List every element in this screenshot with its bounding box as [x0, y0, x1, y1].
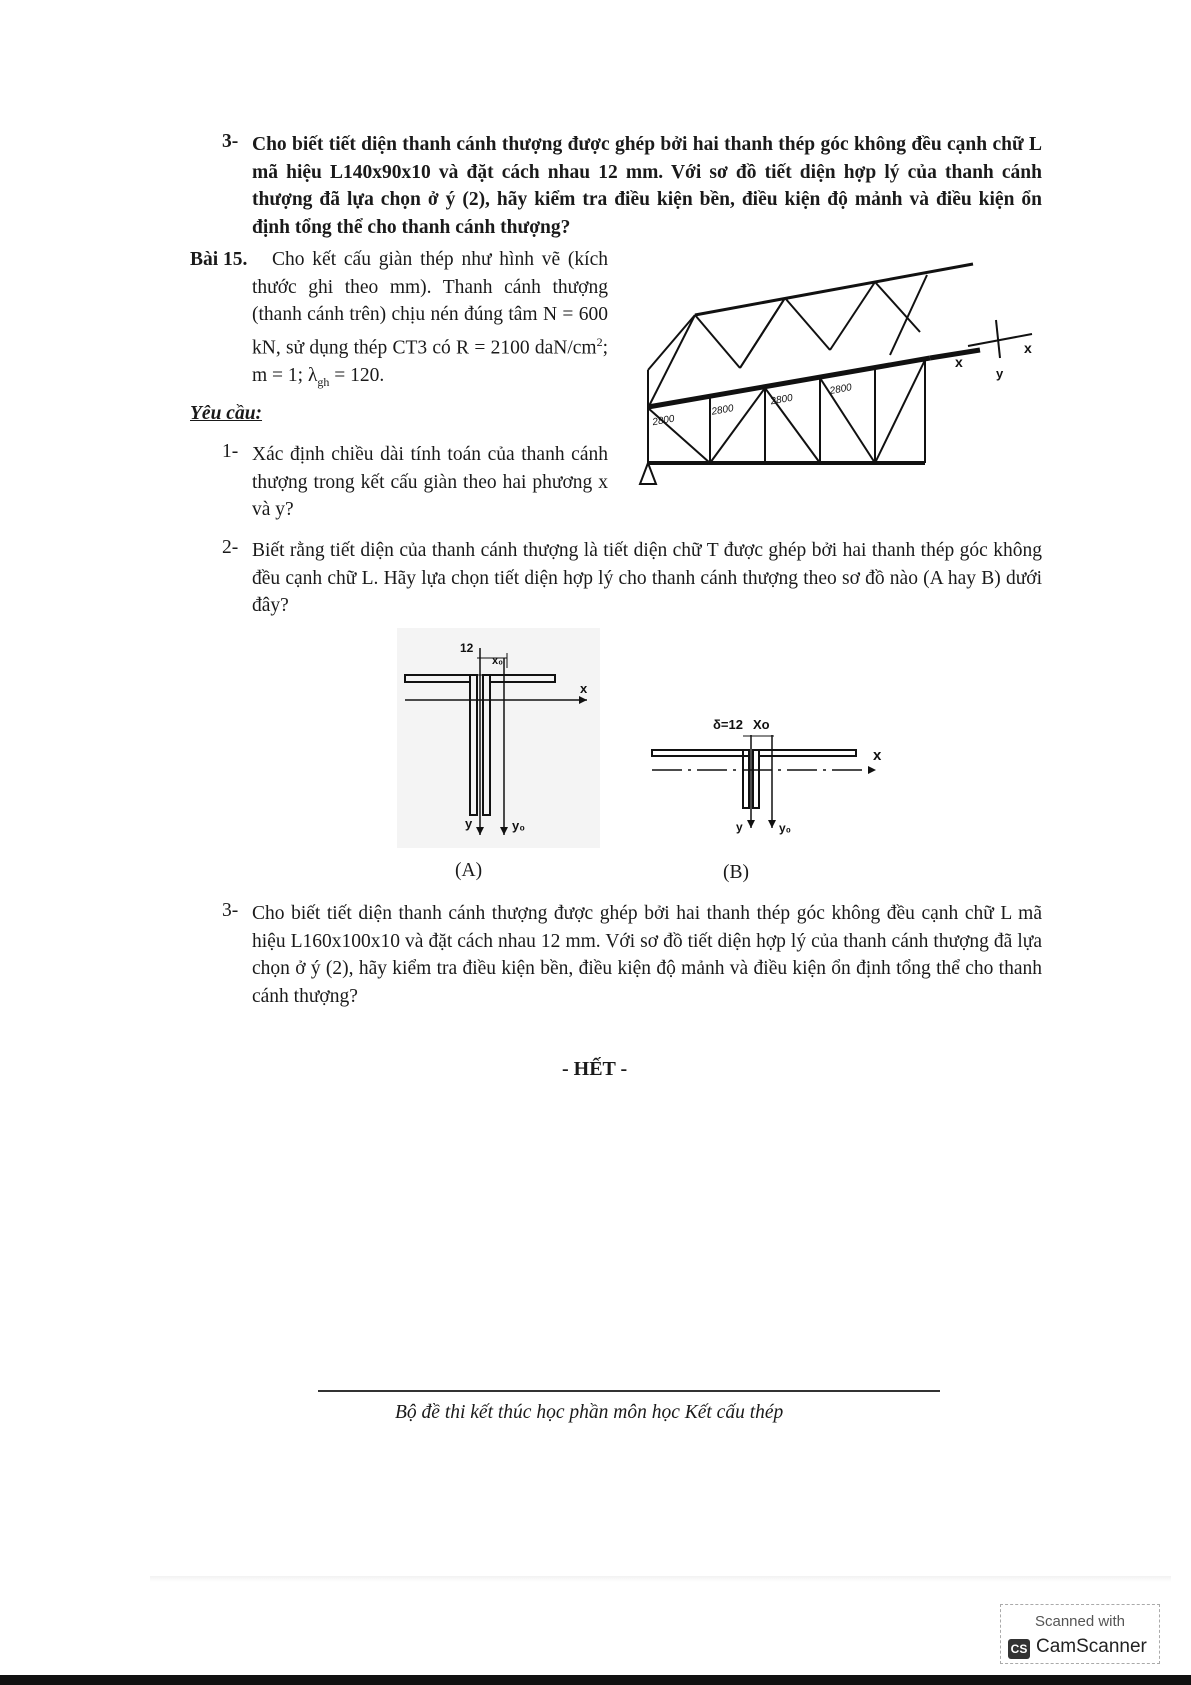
badge-name-text: CamScanner: [1036, 1636, 1147, 1657]
footer-text: Bộ đề thi kết thúc học phần môn học Kết cấu thép: [395, 1402, 784, 1423]
item-number: 1-: [222, 441, 239, 462]
axis-x-label: x: [873, 747, 882, 764]
section-a-diagram: [397, 628, 600, 848]
intro-mid: ; m = 1; λ: [252, 337, 608, 386]
axis-y-label: y: [736, 820, 743, 834]
dim-gap: δ=12: [713, 717, 743, 732]
bottom-edge: [0, 1675, 1191, 1685]
camscanner-logo-icon: CS: [1008, 1639, 1030, 1659]
item-number: 3-: [222, 131, 239, 152]
end-mark: - HẾT -: [562, 1058, 628, 1080]
footer-divider: [318, 1390, 940, 1392]
scan-shadow: [150, 1576, 1171, 1582]
panel-dim: 2800: [651, 413, 676, 429]
truss-diagram: [630, 250, 1050, 490]
axis-y-label: y: [465, 816, 473, 831]
panel-dim: 2800: [769, 392, 794, 408]
section-b-diagram: [648, 710, 888, 845]
axis-x-label: x: [955, 354, 963, 370]
requirements-heading: Yêu cầu:: [190, 403, 263, 424]
problem15-item3-text: Cho biết tiết diện thanh cánh thượng được ghép bởi hai thanh thép góc không đều cạnh chữ L mã hiệu L160x100x10 và đặt cách nhau 12 mm. Với sơ đồ tiết diện hợp lý của thanh cánh thượng đã lựa chọn ở ý (2), hãy kiểm tra điều kiện bền, điều kiện độ mảnh và điều kiện ổn định tổng thể cho thanh cánh thượng?: [252, 903, 1042, 1007]
camscanner-badge: [1000, 1604, 1160, 1664]
axis-x-label: x: [580, 681, 588, 696]
dim-gap: 12: [460, 641, 474, 655]
problem14-item3-text: Cho biết tiết diện thanh cánh thượng được ghép bởi hai thanh thép góc không đều cạnh chữ L mã hiệu L140x90x10 và đặt cách nhau 12 mm. Với sơ đồ tiết diện hợp lý của thanh cánh thượng đã lựa chọn ở ý (2), hãy kiểm tra điều kiện bền, điều kiện độ mảnh và điều kiện ổn định tổng thể cho thanh cánh thượng?: [252, 134, 1042, 238]
axis-y-label: y: [996, 366, 1004, 381]
axis-x2-label: x: [1024, 340, 1032, 356]
intro-sub: gh: [317, 374, 330, 389]
intro-end: = 120.: [329, 364, 385, 386]
problem15-item1-text: Xác định chiều dài tính toán của thanh cánh thượng trong kết cấu giàn theo hai phương x và y?: [252, 444, 608, 520]
intro-sup: 2: [596, 334, 603, 349]
badge-top-text: Scanned with: [1034, 1613, 1126, 1630]
panel-dim: 2800: [710, 403, 735, 418]
section-a-label: (A): [455, 860, 483, 881]
dim-x0: x₀: [492, 655, 504, 667]
axis-y0-label: y₀: [512, 818, 526, 833]
problem15-intro: [252, 246, 608, 396]
intro-text: Cho kết cấu giàn thép như hình vẽ (kích thước ghi theo mm). Thanh cánh thượng (thanh cánh trên) chịu nén đúng tâm N = 600 kN, sử dụng thép CT3 có R = 2100 daN/cm: [252, 249, 608, 358]
item-number: 2-: [222, 537, 239, 558]
problem15-title: Bài 15.: [190, 249, 248, 270]
axis-y0-label: y₀: [779, 821, 792, 835]
section-b-label: (B): [723, 862, 749, 883]
dim-x0: Xo: [753, 717, 770, 732]
panel-dim: 2800: [828, 382, 853, 397]
problem15-item2-text: Biết rằng tiết diện của thanh cánh thượng là tiết diện chữ T được ghép bởi hai thanh thép góc không đều cạnh chữ L. Hãy lựa chọn tiết diện hợp lý cho thanh cánh thượng theo sơ đồ nào (A hay B) dưới đây?: [252, 540, 1042, 616]
item-number: 3-: [222, 900, 239, 921]
